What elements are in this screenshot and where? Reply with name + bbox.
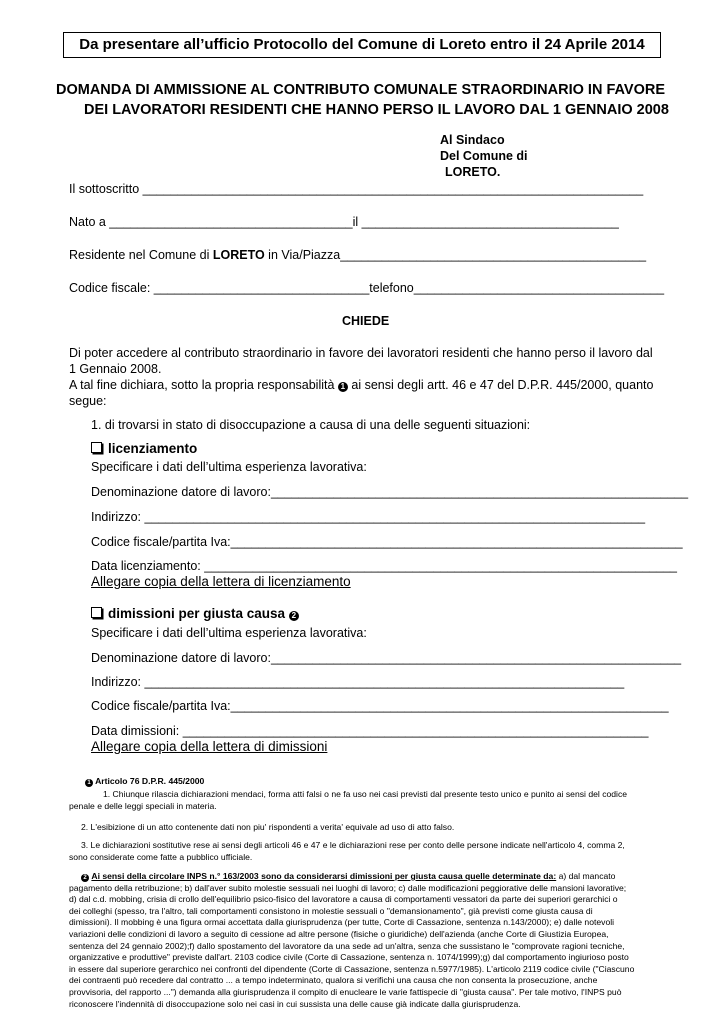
dimissioni-label: dimissioni per giusta causa	[108, 606, 286, 621]
dimissioni-datore-field[interactable]: Denominazione datore di lavoro:___________________________________________________________	[91, 651, 682, 665]
footnote-line: variazioni delle condizioni di lavoro a seguito di cessione ad altre persone (fisiche o giuridiche) dell'azienda (anche Corte di Giustizia Europea,	[69, 928, 609, 939]
licenziamento-spec: Specificare i dati dell’ultima esperienza lavorativa:	[91, 460, 367, 474]
dimissioni-attach-note: Allegare copia della lettera di dimissioni	[91, 739, 328, 754]
dimissioni-indirizzo-field[interactable]: Indirizzo: _____________________________________________________________________	[91, 675, 625, 689]
chiede-heading: CHIEDE	[342, 314, 390, 328]
declaration-line: segue:	[69, 394, 107, 408]
footnote-line: riconoscere l'indennità di disoccupazione solo nei casi in cui sussista una delle cause già indicate dalla giurisprudenza.	[69, 998, 521, 1009]
footnote-line: penale e delle leggi speciali in materia.	[69, 800, 217, 811]
nato-field[interactable]: Nato a ___________________________________il _____________________________________	[69, 215, 619, 229]
footnote-1-body	[69, 822, 657, 834]
licenziamento-datore-field[interactable]: Denominazione datore di lavoro:____________________________________________________________	[91, 485, 689, 499]
footnote-line	[69, 822, 657, 834]
footnote-1-body	[69, 789, 657, 812]
footnote-2-heading: Ai sensi della circolare INPS n.° 163/2003 sono da considerarsi dimissioni per giusta causa quelle determinate da:	[91, 871, 557, 881]
dimissioni-checkbox[interactable]	[91, 607, 102, 618]
residente-via: in Via/Piazza____________________________________________	[264, 248, 647, 262]
licenziamento-label: licenziamento	[108, 441, 198, 456]
footnote-1-marker: 1	[85, 779, 93, 787]
dimissioni-cf-field[interactable]: Codice fiscale/partita Iva:_______________________________________________________________	[91, 699, 669, 713]
footnote-line: pagamento della retribuzione; b) dall'aver subito molestie sessuali nei luoghi di lavoro; c) dalle modificazioni peggiorative delle mansioni lavorative;	[69, 882, 627, 893]
addressee-block	[440, 132, 528, 180]
dimissioni-data-field[interactable]: Data dimissioni: ___________________________________________________________________	[91, 724, 649, 738]
request-paragraph	[69, 345, 669, 409]
addressee-line: Al Sindaco	[440, 133, 505, 147]
footnote-1-title	[85, 776, 204, 787]
footnote-line: organizzative e produttive" previste dall'art. 2103 codice civile (Corte di Cassazione, sentenza n. 1074/1999);g) dal comportamento ingiurioso posto	[69, 952, 629, 963]
footnote-1-marker: 1	[338, 382, 348, 392]
footnote-1-body	[69, 840, 657, 863]
footnote-line: dimissioni). Il mobbing è una figura ormai accettata dalla giurisprudenza (per tutte, Corte di Cassazione, sentenza n.143/2000); e) dalle notevoli	[69, 917, 615, 928]
footnote-line: dei colleghi (spesso, tra l'altro, tali comportamenti consistono in molestie sessuali o "demansionamento", già previsti come giusta causa di	[69, 905, 593, 916]
declaration-text: ai sensi degli artt. 46 e 47 del D.P.R. 445/2000, quanto	[347, 378, 654, 392]
licenziamento-option[interactable]	[91, 441, 197, 456]
footnote-line	[69, 789, 657, 801]
dimissioni-option[interactable]	[91, 606, 299, 621]
addressee-line: Del Comune di	[440, 149, 528, 163]
footnote-line	[69, 871, 657, 883]
dimissioni-spec: Specificare i dati dell’ultima esperienza lavorativa:	[91, 626, 367, 640]
request-line: Di poter accedere al contributo straordinario in favore dei lavoratori residenti che hanno perso il lavoro dal	[69, 346, 653, 360]
residente-label: Residente nel Comune di	[69, 248, 213, 262]
footnote-line: dei contraenti può recedere dal contratto ... a tempo indeterminato, qualora si verifichi una causa che non consenta la prosecuzione, anche	[69, 975, 598, 986]
footnote-1-title-text: Articolo 76 D.P.R. 445/2000	[93, 776, 205, 786]
addressee-line: LORETO.	[445, 165, 501, 179]
footnote-line: sono considerate come fatte a pubblico ufficiale.	[69, 851, 253, 862]
residente-comune: LORETO	[212, 248, 265, 262]
licenziamento-data-field[interactable]: Data licenziamento: ____________________________________________________________________	[91, 559, 677, 573]
footnote-line: in essere dal superiore gerarchico nei confronti del dipendente (Corte di Cassazione, sentenza n.5977/1985). L'articolo 2119 codice civile ("Ciascuno	[69, 963, 635, 974]
licenziamento-checkbox[interactable]	[91, 442, 102, 453]
footnote-text: 3. Le dichiarazioni sostitutive rese ai sensi degli articoli 46 e 47 e le dichiarazioni rese per conto delle persone indicate nell'articolo 4, comma 2,	[81, 840, 625, 850]
footnote-text: 2. L'esibizione di un atto contenente dati non piu' rispondenti a verita' equivale ad uso di atto falso.	[81, 822, 455, 832]
licenziamento-indirizzo-field[interactable]: Indirizzo: ________________________________________________________________________	[91, 510, 646, 524]
title-line-1: DOMANDA DI AMMISSIONE AL CONTRIBUTO COMUNALE STRAORDINARIO IN FAVORE	[56, 82, 665, 98]
deadline-banner: Da presentare all’ufficio Protocollo del Comune di Loreto entro il 24 Aprile 2014	[63, 32, 661, 58]
sottoscritto-field[interactable]: Il sottoscritto ________________________________________________________________________	[69, 182, 644, 196]
licenziamento-attach-note: Allegare copia della lettera di licenziamento	[91, 574, 351, 589]
footnote-2-marker: 2	[289, 611, 299, 621]
item-1: 1. di trovarsi in stato di disoccupazione a causa di una delle seguenti situazioni:	[91, 418, 531, 432]
licenziamento-cf-field[interactable]: Codice fiscale/partita Iva:_________________________________________________________________	[91, 535, 683, 549]
footnote-line: sentenza del 24 gennaio 2002);f) dallo spostamento del lavoratore da una sede ad un'altra, senza che sussistano le "comprovate ragioni tecniche,	[69, 940, 625, 951]
footnote-line	[69, 840, 657, 852]
footnote-text: a) dal mancato	[556, 871, 616, 881]
codice-fiscale-field[interactable]: Codice fiscale: _______________________________telefono____________________________________	[69, 281, 665, 295]
declaration-line	[69, 377, 669, 393]
document-title	[56, 80, 681, 120]
footnote-text: 1. Chiunque rilascia dichiarazioni mendaci, forma atti falsi o ne fa uso nei casi previsti dal presente testo unico e punito ai sensi del codice	[103, 789, 628, 799]
title-line-2: DEI LAVORATORI RESIDENTI CHE HANNO PERSO IL LAVORO DAL 1 GENNAIO 2008	[84, 102, 669, 118]
residente-field[interactable]	[69, 247, 646, 263]
footnote-line: d) dal c.d. mobbing, crisia di crollo dell'equilibrio psico-fisico del lavoratore a causa di comportamenti vessatori da parte dei superiori gerarchici o	[69, 894, 618, 905]
declaration-text: A tal fine dichiara, sotto la propria responsabilità	[69, 378, 338, 392]
footnote-2-body	[69, 871, 657, 1010]
footnote-2-marker: 2	[81, 874, 89, 882]
footnote-line: provvisoria, del rapporto ...") demanda alla giurisprudenza il compito di enucleare le varie fattispecie di "giusta causa". Per tale motivo, l'INPS può	[69, 986, 622, 997]
request-line: 1 Gennaio 2008.	[69, 362, 162, 376]
